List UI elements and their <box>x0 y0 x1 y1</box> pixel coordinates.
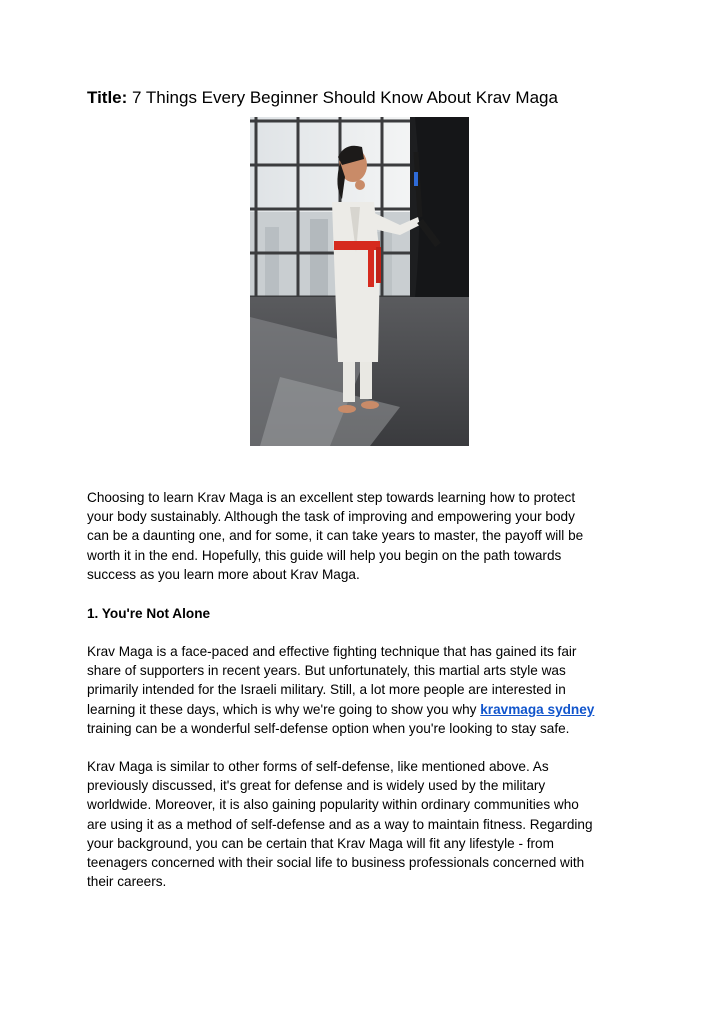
paragraph-line: teenagers concerned with their social life to business professionals concerned with <box>87 855 585 871</box>
intro-paragraph <box>87 488 633 584</box>
section1-paragraph-1 <box>87 642 633 738</box>
section-heading: 1. You're Not Alone <box>87 606 211 621</box>
paragraph-line: your background, you can be certain that Krav Maga will fit any lifestyle - from <box>87 835 554 851</box>
intro-line: your body sustainably. Although the task of improving and empowering your body <box>87 509 575 525</box>
karate-girl-photo <box>250 117 469 446</box>
intro-line: can be a daunting one, and for some, it can take years to master, the payoff will be <box>87 528 584 544</box>
title-label: Title: <box>87 88 128 107</box>
paragraph-line: share of supporters in recent years. But unfortunately, this martial arts style was <box>87 663 566 679</box>
document-title <box>87 87 558 109</box>
intro-line: success as you learn more about Krav Maga. <box>87 566 360 582</box>
paragraph-line: training can be a wonderful self-defense option when you're looking to stay safe. <box>87 720 570 736</box>
paragraph-line: Krav Maga is a face-paced and effective fighting technique that has gained its fair <box>87 644 577 659</box>
paragraph-line: their careers. <box>87 874 167 890</box>
photo-illustration <box>250 117 469 446</box>
intro-line: Choosing to learn Krav Maga is an excellent step towards learning how to protect <box>87 490 576 505</box>
paragraph-line: primarily intended for the Israeli military. Still, a lot more people are interested in <box>87 682 566 698</box>
kravmaga-sydney-link[interactable]: kravmaga sydney <box>480 701 595 717</box>
paragraph-line: Krav Maga is similar to other forms of self-defense, like mentioned above. As <box>87 759 549 774</box>
section1-paragraph-2 <box>87 757 633 891</box>
paragraph-line-with-link <box>87 700 633 719</box>
paragraph-line: worldwide. Moreover, it is also gaining popularity within ordinary communities who <box>87 797 579 813</box>
paragraph-line: are using it as a method of self-defense and as a way to maintain fitness. Regarding <box>87 816 593 832</box>
paragraph-text: learning it these days, which is why we're going to show you why <box>87 701 481 717</box>
intro-line: worth it in the end. Hopefully, this guide will help you begin on the path towards <box>87 547 562 563</box>
paragraph-line: previously discussed, it's great for defense and is widely used by the military <box>87 778 546 794</box>
title-text: 7 Things Every Beginner Should Know About Krav Maga <box>132 88 558 107</box>
